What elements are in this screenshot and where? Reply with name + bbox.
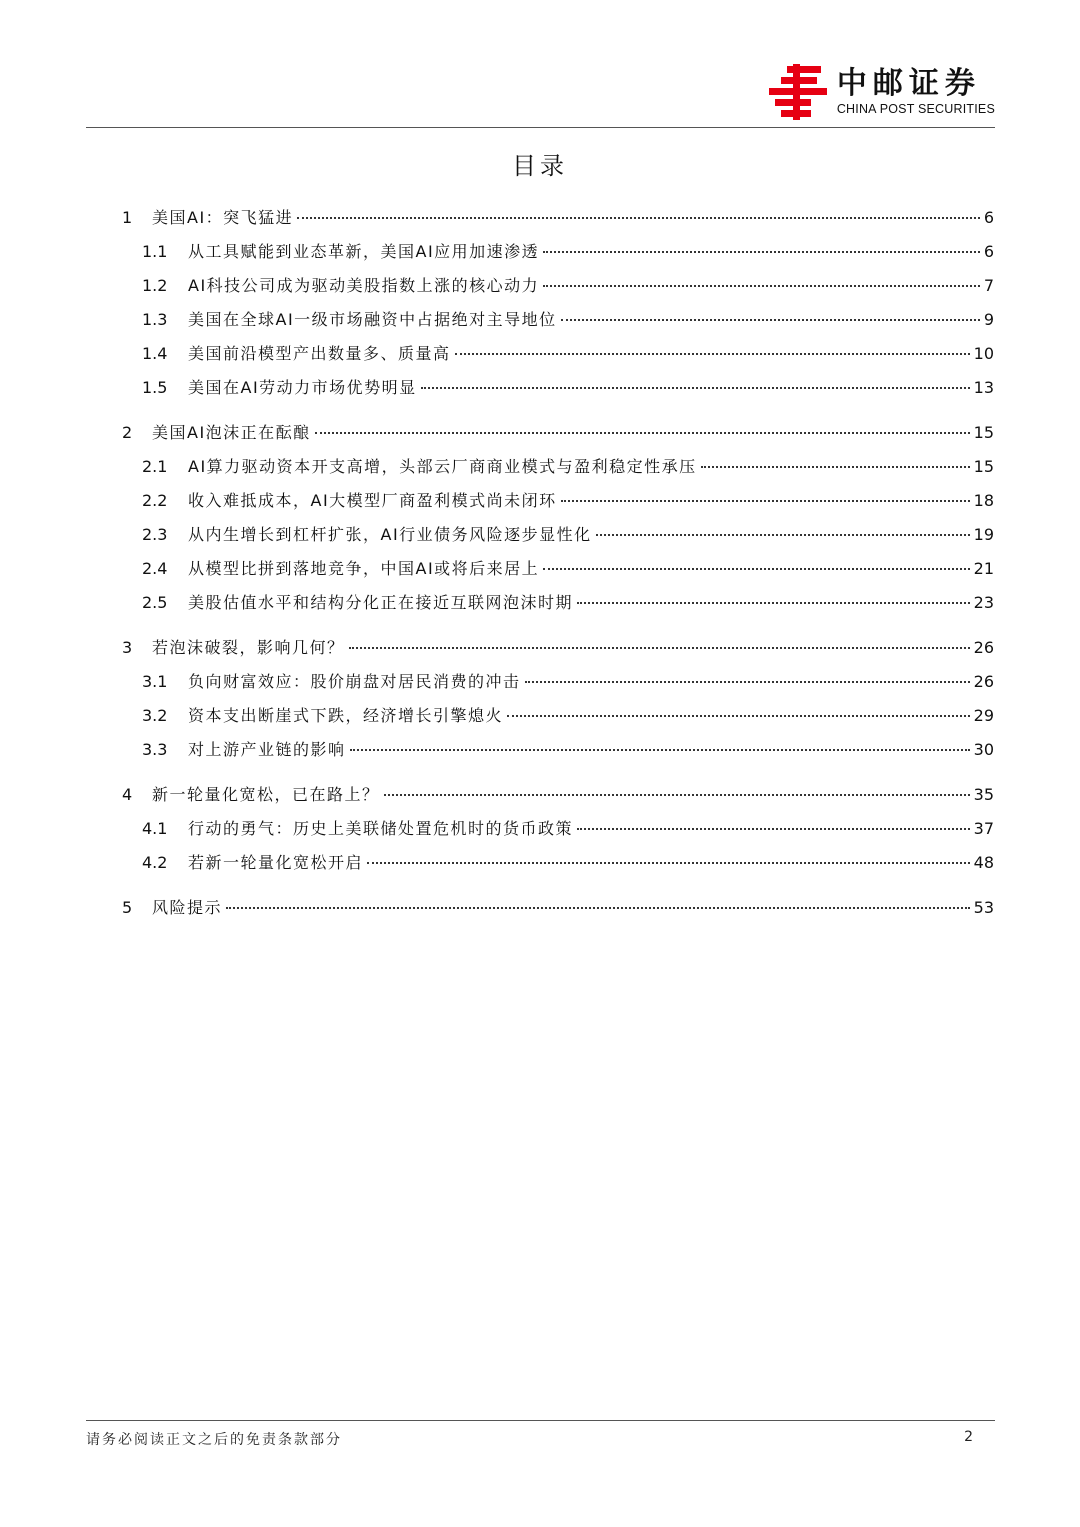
toc-entry-title: 负向财富效应：股价崩盘对居民消费的冲击 bbox=[188, 672, 521, 691]
toc-dot-leader bbox=[596, 534, 970, 536]
toc-entry-title: 美国AI泡沫正在酝酿 bbox=[152, 423, 311, 442]
toc-section-entry[interactable] bbox=[122, 635, 994, 669]
toc-dot-leader bbox=[297, 217, 980, 219]
toc-subsection-entry[interactable] bbox=[122, 590, 994, 624]
toc-entry-page: 29 bbox=[973, 706, 994, 725]
china-post-logo-icon bbox=[767, 64, 829, 120]
toc-entry-title: 新一轮量化宽松，已在路上？ bbox=[152, 785, 380, 804]
toc-dot-leader bbox=[507, 715, 970, 717]
toc-subsection-entry[interactable] bbox=[122, 239, 994, 273]
toc-dot-leader bbox=[577, 602, 970, 604]
toc-dot-leader bbox=[525, 681, 970, 683]
toc-entry-page: 21 bbox=[973, 559, 994, 578]
toc-dot-leader bbox=[543, 568, 969, 570]
brand-name-en: CHINA POST SECURITIES bbox=[836, 102, 995, 116]
toc-entry-page: 26 bbox=[973, 638, 994, 657]
toc-subsection-entry[interactable] bbox=[122, 556, 994, 590]
toc-subsection-entry[interactable] bbox=[122, 816, 994, 850]
toc-entry-title: 对上游产业链的影响 bbox=[188, 740, 346, 759]
toc-dot-leader bbox=[315, 432, 970, 434]
toc-entry-page: 26 bbox=[973, 672, 994, 691]
toc-entry-page: 13 bbox=[973, 378, 994, 397]
toc-entry-page: 9 bbox=[983, 310, 994, 329]
toc-dot-leader bbox=[455, 353, 970, 355]
page-title: 目录 bbox=[512, 152, 568, 180]
toc-dot-leader bbox=[384, 794, 970, 796]
toc-entry-number: 3.3 bbox=[142, 740, 168, 759]
toc-entry-page: 7 bbox=[983, 276, 994, 295]
toc-entry-page: 18 bbox=[973, 491, 994, 510]
toc-subsection-entry[interactable] bbox=[122, 273, 994, 307]
toc-entry-title: 从模型比拼到落地竞争，中国AI或将后来居上 bbox=[188, 559, 540, 578]
toc-entry-page: 53 bbox=[973, 898, 994, 917]
page-number: 2 bbox=[964, 1429, 973, 1445]
toc-entry-number: 3 bbox=[122, 638, 133, 657]
toc-entry-page: 6 bbox=[983, 208, 994, 227]
toc-subsection-entry[interactable] bbox=[122, 669, 994, 703]
toc-entry-title: 资本支出断崖式下跌，经济增长引擎熄火 bbox=[188, 706, 504, 725]
toc-dot-leader bbox=[577, 828, 970, 830]
toc-section-entry[interactable] bbox=[122, 420, 994, 454]
toc-section-entry[interactable] bbox=[122, 205, 994, 239]
toc-entry-page: 48 bbox=[973, 853, 994, 872]
toc-entry-title: 若新一轮量化宽松开启 bbox=[188, 853, 364, 872]
toc-entry-page: 35 bbox=[973, 785, 994, 804]
toc-subsection-entry[interactable] bbox=[122, 488, 994, 522]
toc-entry-number: 4.1 bbox=[142, 819, 168, 838]
toc-dot-leader bbox=[543, 251, 980, 253]
toc-entry-number: 1 bbox=[122, 208, 133, 227]
toc-subsection-entry[interactable] bbox=[122, 341, 994, 375]
toc-entry-title: 从内生增长到杠杆扩张，AI行业债务风险逐步显性化 bbox=[188, 525, 592, 544]
toc-entry-number: 3.1 bbox=[142, 672, 168, 691]
toc-section-entry[interactable] bbox=[122, 895, 994, 929]
toc-subsection-entry[interactable] bbox=[122, 850, 994, 884]
toc-entry-page: 15 bbox=[973, 457, 994, 476]
toc-subsection-entry[interactable] bbox=[122, 522, 994, 556]
toc-entry-number: 4.2 bbox=[142, 853, 168, 872]
toc-dot-leader bbox=[543, 285, 980, 287]
page-footer bbox=[86, 1420, 995, 1448]
brand-logo bbox=[767, 64, 995, 120]
toc-dot-leader bbox=[561, 500, 970, 502]
toc-entry-number: 1.5 bbox=[142, 378, 168, 397]
toc-entry-page: 30 bbox=[973, 740, 994, 759]
toc-subsection-entry[interactable] bbox=[122, 737, 994, 771]
toc-entry-title: 美国前沿模型产出数量多、质量高 bbox=[188, 344, 451, 363]
table-of-contents bbox=[122, 205, 994, 929]
toc-dot-leader bbox=[421, 387, 970, 389]
toc-dot-leader bbox=[349, 647, 970, 649]
toc-entry-number: 2.1 bbox=[142, 457, 168, 476]
toc-entry-page: 19 bbox=[973, 525, 994, 544]
toc-entry-page: 10 bbox=[973, 344, 994, 363]
toc-entry-number: 4 bbox=[122, 785, 133, 804]
toc-dot-leader bbox=[350, 749, 970, 751]
toc-entry-number: 5 bbox=[122, 898, 133, 917]
toc-entry-page: 37 bbox=[973, 819, 994, 838]
toc-dot-leader bbox=[561, 319, 980, 321]
toc-entry-number: 2.3 bbox=[142, 525, 168, 544]
brand-name-cn: 中邮证券 bbox=[836, 66, 981, 101]
toc-subsection-entry[interactable] bbox=[122, 375, 994, 409]
toc-entry-title: 美股估值水平和结构分化正在接近互联网泡沫时期 bbox=[188, 593, 574, 612]
toc-subsection-entry[interactable] bbox=[122, 307, 994, 341]
toc-entry-page: 15 bbox=[973, 423, 994, 442]
toc-entry-title: AI科技公司成为驱动美股指数上涨的核心动力 bbox=[188, 276, 540, 295]
toc-entry-title: 从工具赋能到业态革新，美国AI应用加速渗透 bbox=[188, 242, 540, 261]
toc-entry-title: 风险提示 bbox=[152, 898, 223, 917]
toc-subsection-entry[interactable] bbox=[122, 454, 994, 488]
toc-entry-number: 1.2 bbox=[142, 276, 168, 295]
toc-entry-title: 行动的勇气：历史上美联储处置危机时的货币政策 bbox=[188, 819, 574, 838]
toc-entry-number: 2 bbox=[122, 423, 133, 442]
toc-entry-title: 若泡沫破裂，影响几何？ bbox=[152, 638, 345, 657]
toc-entry-title: 美国在AI劳动力市场优势明显 bbox=[188, 378, 417, 397]
toc-entry-page: 23 bbox=[973, 593, 994, 612]
page-header bbox=[86, 0, 995, 128]
toc-entry-title: 美国AI：突飞猛进 bbox=[152, 208, 294, 227]
toc-entry-number: 2.4 bbox=[142, 559, 168, 578]
toc-entry-number: 3.2 bbox=[142, 706, 168, 725]
toc-dot-leader bbox=[367, 862, 970, 864]
toc-entry-title: 美国在全球AI一级市场融资中占据绝对主导地位 bbox=[188, 310, 557, 329]
disclaimer-note: 请务必阅读正文之后的免责条款部分 bbox=[86, 1432, 342, 1448]
toc-entry-page: 6 bbox=[983, 242, 994, 261]
toc-dot-leader bbox=[226, 907, 970, 909]
toc-entry-number: 1.1 bbox=[142, 242, 168, 261]
toc-entry-number: 1.3 bbox=[142, 310, 168, 329]
toc-entry-number: 1.4 bbox=[142, 344, 168, 363]
toc-entry-title: 收入难抵成本，AI大模型厂商盈利模式尚未闭环 bbox=[188, 491, 557, 510]
toc-dot-leader bbox=[701, 466, 970, 468]
toc-entry-number: 2.2 bbox=[142, 491, 168, 510]
toc-subsection-entry[interactable] bbox=[122, 703, 994, 737]
toc-entry-title: AI算力驱动资本开支高增，头部云厂商商业模式与盈利稳定性承压 bbox=[188, 457, 697, 476]
toc-section-entry[interactable] bbox=[122, 782, 994, 816]
toc-entry-number: 2.5 bbox=[142, 593, 168, 612]
